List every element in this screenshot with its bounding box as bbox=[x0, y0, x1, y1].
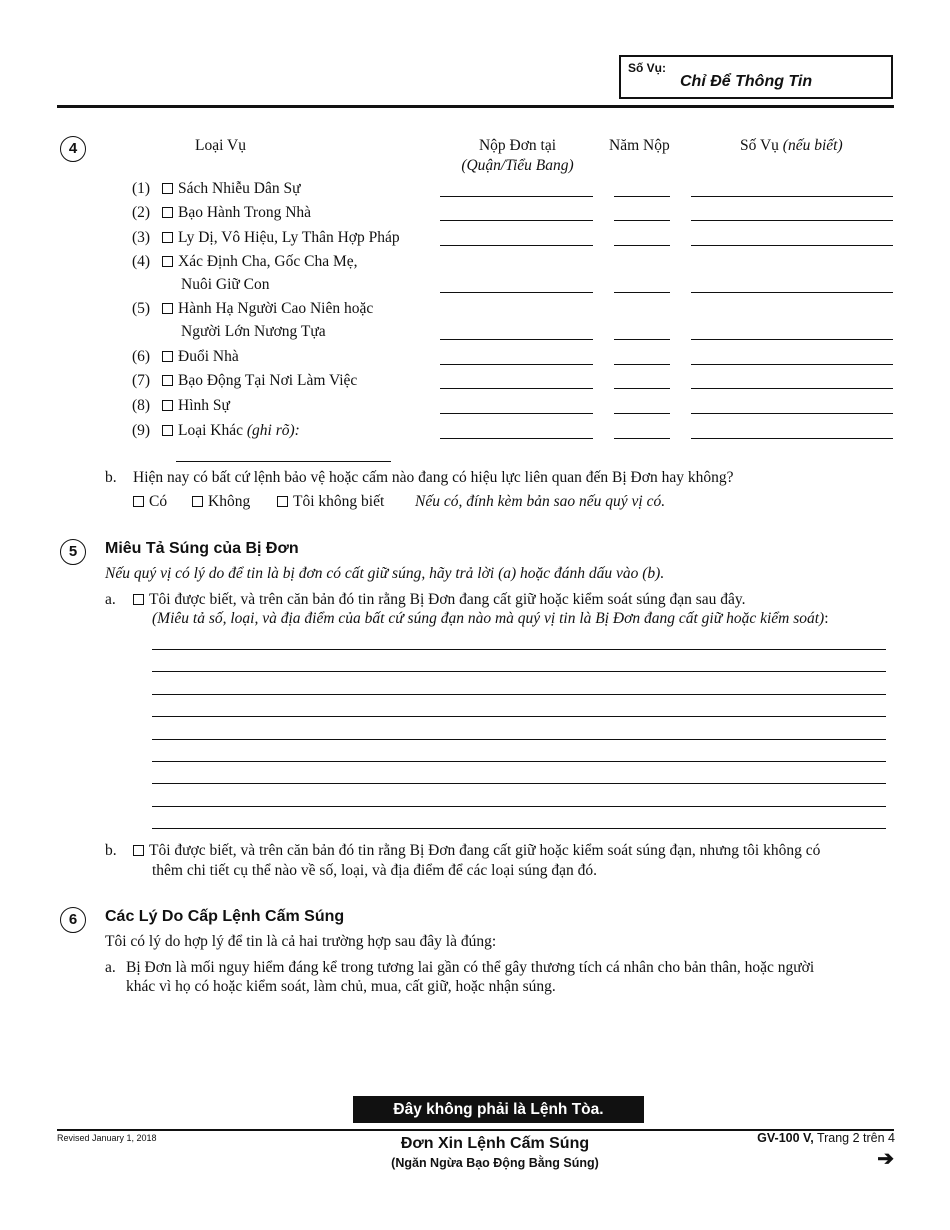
filed-in-line[interactable] bbox=[440, 388, 593, 389]
sec5-b-line2: thêm chi tiết cụ thể nào về số, loại, và địa điểm để các loại súng đạn đó. bbox=[152, 862, 598, 879]
description-line[interactable] bbox=[152, 649, 886, 650]
case-number-line[interactable] bbox=[691, 292, 893, 293]
col-case-type: Loại Vụ bbox=[195, 137, 246, 154]
case-type-option[interactable]: Hình Sự bbox=[162, 397, 230, 415]
row-9-caseno-line[interactable] bbox=[691, 438, 893, 439]
order-unknown-checkbox[interactable] bbox=[277, 496, 288, 507]
row-number: (2) bbox=[132, 204, 151, 221]
section-5-intro: Nếu quý vị có lý do để tin là bị đơn có cất giữ súng, hãy trả lời (a) hoặc đánh dấu vào (b). bbox=[105, 565, 665, 582]
other-type-checkbox[interactable] bbox=[162, 425, 173, 436]
sec4-b-letter: b. bbox=[105, 469, 117, 486]
case-type-checkbox[interactable] bbox=[162, 303, 173, 314]
order-no-option[interactable]: Không bbox=[192, 493, 250, 511]
row-9-year-line[interactable] bbox=[614, 438, 670, 439]
case-number-box bbox=[619, 55, 893, 99]
row-number: (8) bbox=[132, 397, 151, 414]
section-6-intro: Tôi có lý do hợp lý để tin là cả hai trường hợp sau đây là đúng: bbox=[105, 933, 497, 950]
row-number: (7) bbox=[132, 372, 151, 389]
description-line[interactable] bbox=[152, 739, 886, 740]
row-9-filed-line[interactable] bbox=[440, 438, 593, 439]
row-number: (6) bbox=[132, 348, 151, 365]
filed-in-line[interactable] bbox=[440, 220, 593, 221]
case-type-checkbox[interactable] bbox=[162, 207, 173, 218]
description-line[interactable] bbox=[152, 671, 886, 672]
order-yes-option[interactable]: Có bbox=[133, 493, 167, 511]
section-5-title: Miêu Tả Súng của Bị Đơn bbox=[105, 540, 299, 557]
case-type-checkbox[interactable] bbox=[162, 375, 173, 386]
sec5-b-checkbox[interactable] bbox=[133, 845, 144, 856]
col-filed-in: Nộp Đơn tại bbox=[478, 137, 557, 154]
filed-in-line[interactable] bbox=[440, 245, 593, 246]
case-type-option[interactable]: Đuổi Nhà bbox=[162, 348, 239, 366]
case-number-line[interactable] bbox=[691, 220, 893, 221]
sec6-a-letter: a. bbox=[105, 959, 116, 976]
case-number-line[interactable] bbox=[691, 364, 893, 365]
row-9-number: (9) bbox=[132, 422, 151, 439]
case-type-option[interactable]: Ly Dị, Vô Hiệu, Ly Thân Hợp Pháp bbox=[162, 229, 400, 247]
not-court-order-banner: Đây không phải là Lệnh Tòa. bbox=[353, 1096, 644, 1123]
year-filed-line[interactable] bbox=[614, 220, 670, 221]
case-number-line[interactable] bbox=[691, 413, 893, 414]
order-yes-checkbox[interactable] bbox=[133, 496, 144, 507]
row-number: (4) bbox=[132, 253, 151, 270]
description-line[interactable] bbox=[152, 761, 886, 762]
filed-in-line[interactable] bbox=[440, 292, 593, 293]
sec5-a-text: Tôi được biết, và trên căn bản đó tin rằng Bị Đơn đang cất giữ hoặc kiểm soát súng đạn sau đây. bbox=[133, 591, 746, 609]
case-type-option-cont: Nuôi Giữ Con bbox=[181, 276, 270, 293]
sec5-a-letter: a. bbox=[105, 591, 116, 608]
col-year: Năm Nộp bbox=[609, 137, 670, 154]
form-page-info: GV-100 V, Trang 2 trên 4 bbox=[757, 1131, 895, 1145]
case-type-option-cont: Người Lớn Nương Tựa bbox=[181, 323, 326, 340]
section-6-number: 6 bbox=[60, 907, 86, 933]
description-line[interactable] bbox=[152, 783, 886, 784]
case-type-checkbox[interactable] bbox=[162, 351, 173, 362]
case-number-line[interactable] bbox=[691, 196, 893, 197]
sec5-a-note: (Miêu tả số, loại, và địa điểm của bất cứ súng đạn nào mà quý vị tin là Bị Đơn đang cất giữ hoặc kiểm soát): bbox=[152, 610, 829, 627]
sec5-b-line1: Tôi được biết, và trên căn bản đó tin rằng Bị Đơn đang cất giữ hoặc kiểm soát súng đạn, nhưng tôi không có bbox=[133, 842, 820, 860]
section-5-number: 5 bbox=[60, 539, 86, 565]
case-type-checkbox[interactable] bbox=[162, 183, 173, 194]
year-filed-line[interactable] bbox=[614, 339, 670, 340]
year-filed-line[interactable] bbox=[614, 388, 670, 389]
case-type-checkbox[interactable] bbox=[162, 232, 173, 243]
header-rule bbox=[57, 105, 894, 108]
row-number: (5) bbox=[132, 300, 151, 317]
description-line[interactable] bbox=[152, 716, 886, 717]
sec6-a-line2: khác vì họ có hoặc kiểm soát, làm chủ, mua, cất giữ, hoặc nhận súng. bbox=[126, 978, 556, 995]
sec4-b-question: Hiện nay có bất cứ lệnh bảo vệ hoặc cấm nào đang có hiệu lực liên quan đến Bị Đơn hay không? bbox=[133, 469, 734, 486]
order-attach-note: Nếu có, đính kèm bản sao nếu quý vị có. bbox=[415, 493, 666, 510]
next-page-arrow-icon[interactable]: ➔ bbox=[877, 1148, 894, 1170]
year-filed-line[interactable] bbox=[614, 364, 670, 365]
year-filed-line[interactable] bbox=[614, 292, 670, 293]
footer-form-title: Đơn Xin Lệnh Cấm Súng bbox=[400, 1135, 590, 1152]
other-type-specify-line[interactable] bbox=[176, 461, 391, 462]
description-line[interactable] bbox=[152, 806, 886, 807]
case-number-line[interactable] bbox=[691, 388, 893, 389]
filed-in-line[interactable] bbox=[440, 196, 593, 197]
case-number-line[interactable] bbox=[691, 339, 893, 340]
year-filed-line[interactable] bbox=[614, 245, 670, 246]
case-type-option[interactable]: Hành Hạ Người Cao Niên hoặc bbox=[162, 300, 373, 318]
sec5-b-letter: b. bbox=[105, 842, 117, 859]
filed-in-line[interactable] bbox=[440, 364, 593, 365]
col-case-no: Số Vụ (nếu biết) bbox=[740, 137, 843, 154]
section-4-number: 4 bbox=[60, 136, 86, 162]
row-9-label: Loại Khác (ghi rõ): bbox=[162, 422, 300, 440]
filed-in-line[interactable] bbox=[440, 413, 593, 414]
description-line[interactable] bbox=[152, 694, 886, 695]
footer-form-subtitle: (Ngăn Ngừa Bạo Động Bằng Súng) bbox=[391, 1156, 599, 1170]
case-type-option[interactable]: Xác Định Cha, Gốc Cha Mẹ, bbox=[162, 253, 358, 271]
revised-date: Revised January 1, 2018 bbox=[57, 1133, 157, 1143]
description-line[interactable] bbox=[152, 828, 886, 829]
year-filed-line[interactable] bbox=[614, 413, 670, 414]
case-type-option[interactable]: Bạo Động Tại Nơi Làm Việc bbox=[162, 372, 357, 390]
case-number-value[interactable]: Chỉ Để Thông Tin bbox=[680, 73, 813, 90]
filed-in-line[interactable] bbox=[440, 339, 593, 340]
case-number-label: Số Vụ: bbox=[628, 61, 666, 75]
order-unknown-option[interactable]: Tôi không biết bbox=[277, 493, 384, 511]
row-number: (3) bbox=[132, 229, 151, 246]
row-number: (1) bbox=[132, 180, 151, 197]
case-type-option[interactable]: Bạo Hành Trong Nhà bbox=[162, 204, 311, 222]
case-type-option[interactable]: Sách Nhiễu Dân Sự bbox=[162, 180, 300, 198]
sec5-a-checkbox[interactable] bbox=[133, 594, 144, 605]
sec6-a-line1: Bị Đơn là mối nguy hiểm đáng kể trong tương lai gần có thể gây thương tích cá nhân cho bản thân, hoặc người bbox=[126, 959, 815, 976]
col-filed-in-sub: (Quận/Tiểu Bang) bbox=[461, 157, 574, 174]
section-6-title: Các Lý Do Cấp Lệnh Cấm Súng bbox=[105, 908, 345, 925]
year-filed-line[interactable] bbox=[614, 196, 670, 197]
case-type-checkbox[interactable] bbox=[162, 256, 173, 267]
case-type-checkbox[interactable] bbox=[162, 400, 173, 411]
case-number-line[interactable] bbox=[691, 245, 893, 246]
order-no-checkbox[interactable] bbox=[192, 496, 203, 507]
